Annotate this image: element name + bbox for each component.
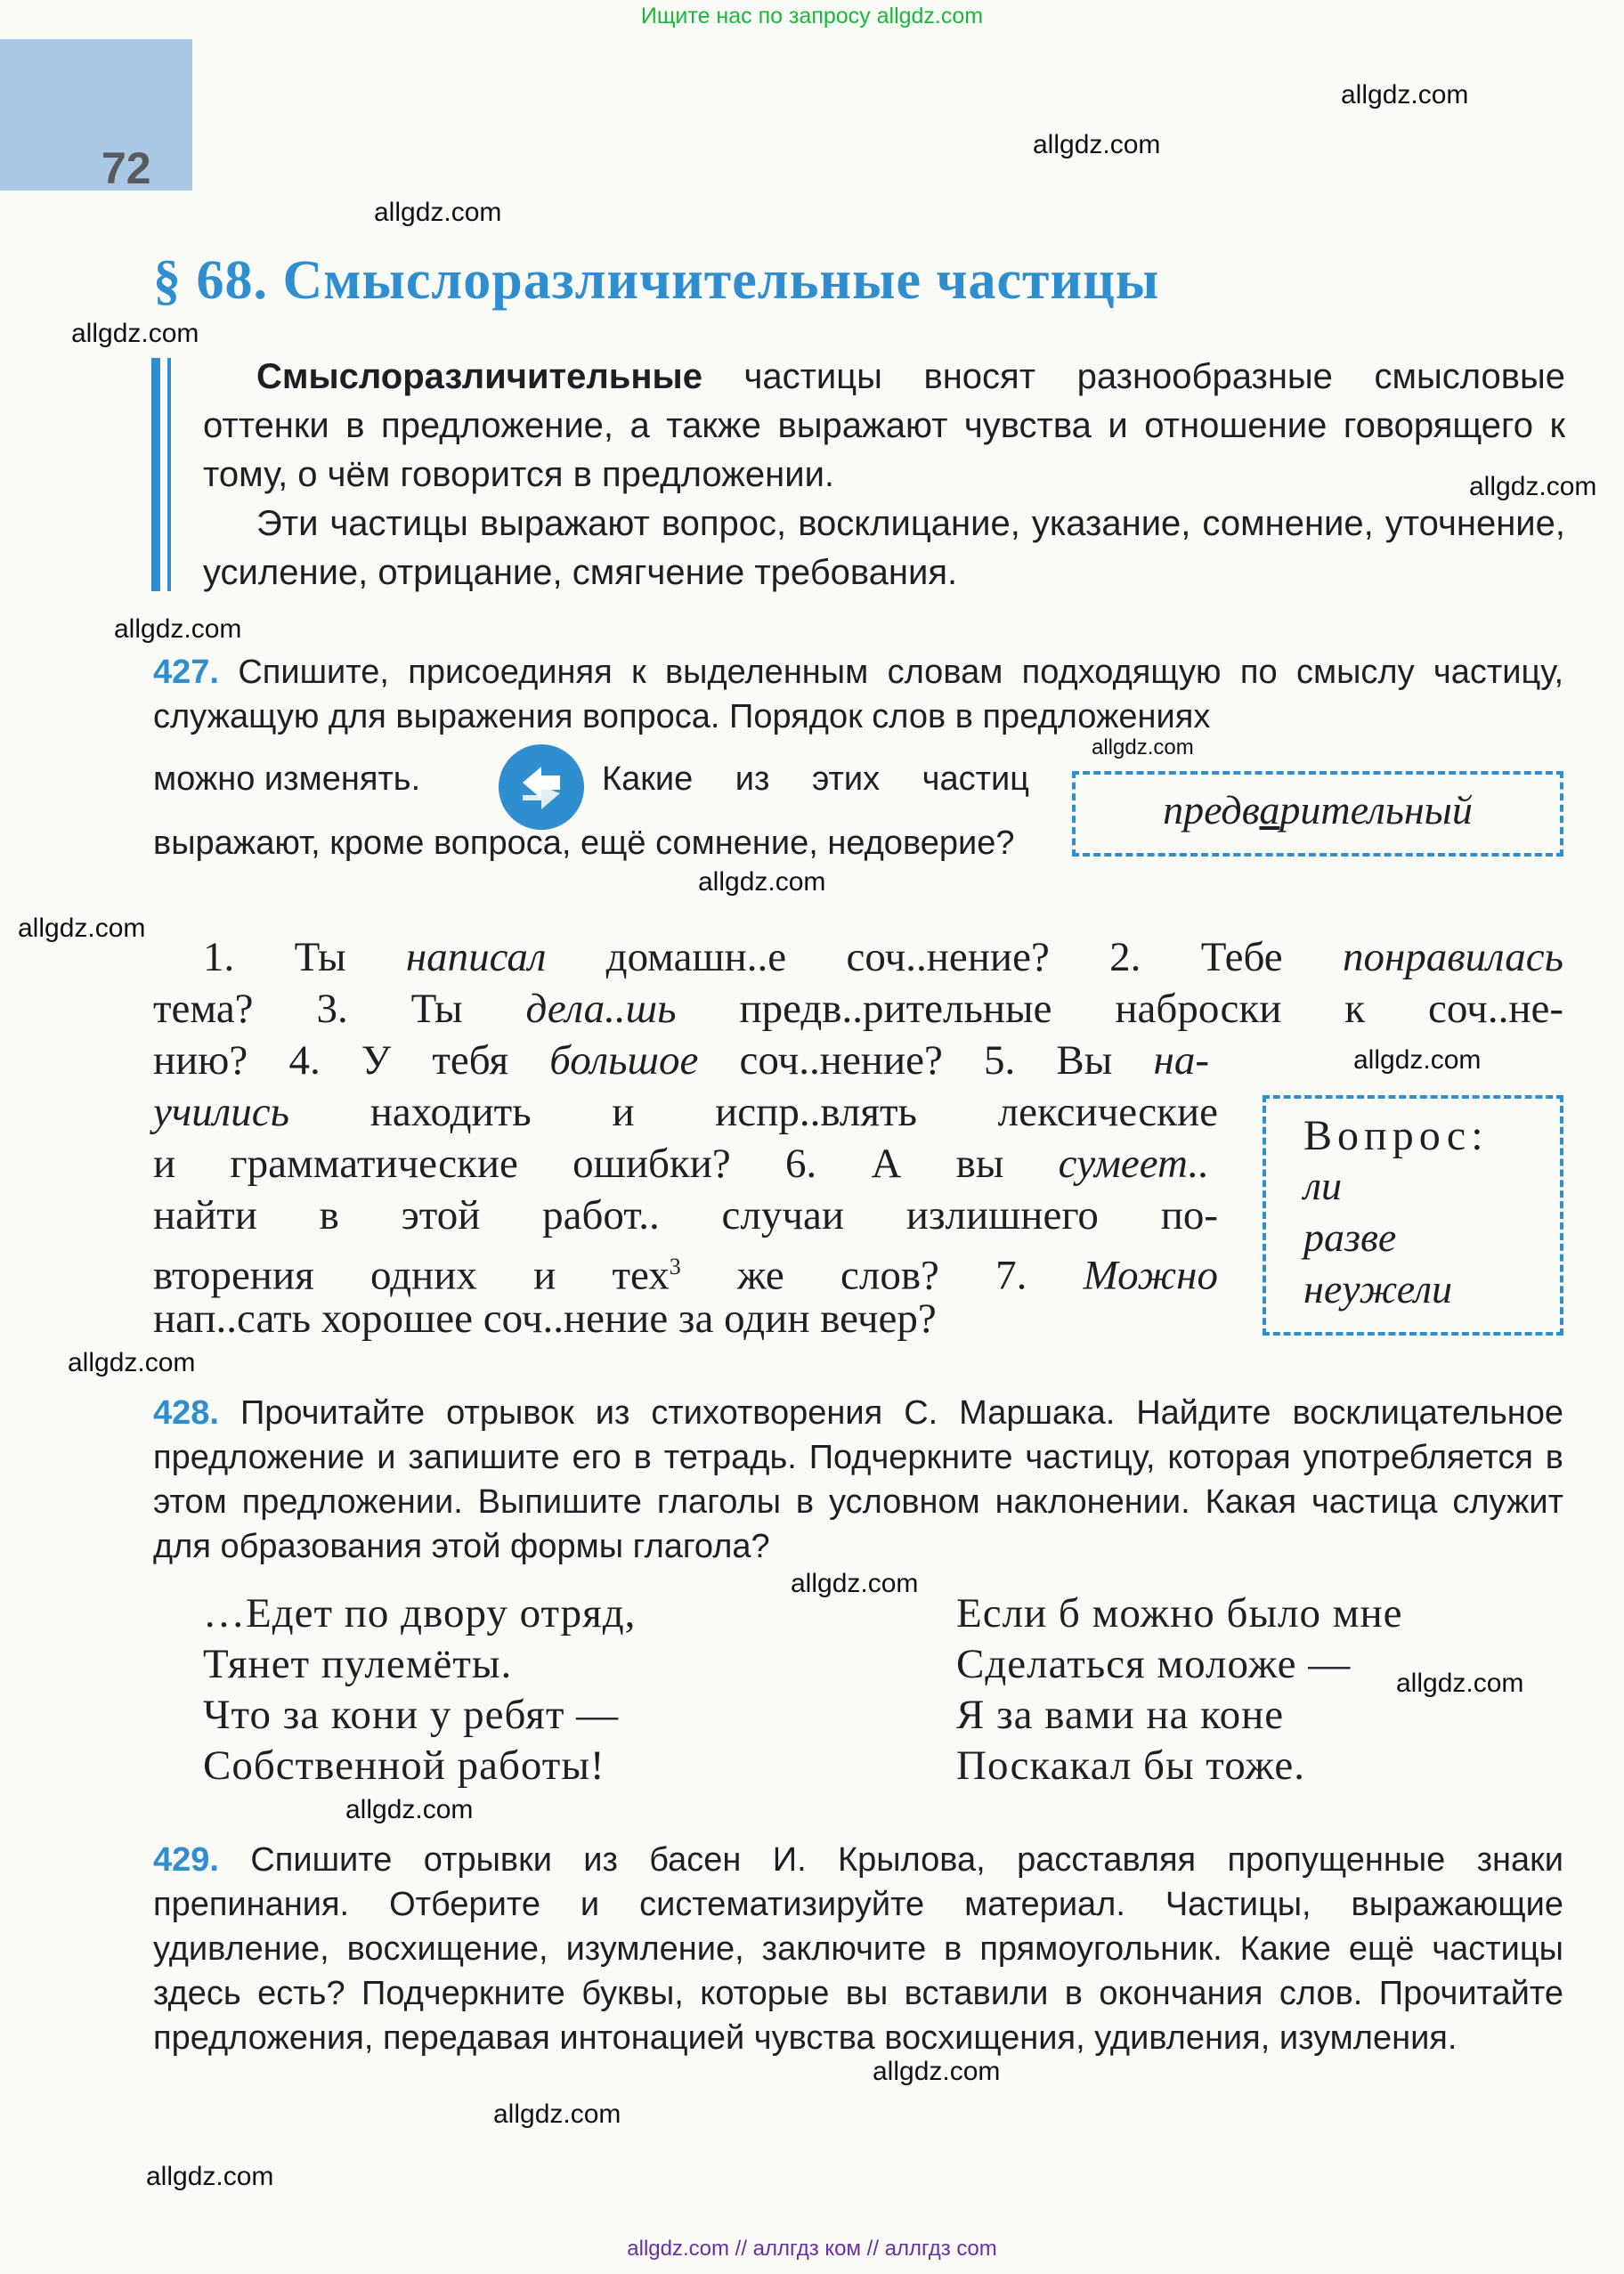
watermark: allgdz.com bbox=[114, 614, 242, 644]
poem-line: Я за вами на коне bbox=[956, 1692, 1285, 1738]
watermark: allgdz.com bbox=[68, 1348, 196, 1377]
exercise-427-sentence-line: нап..сать хорошее соч..нение за один вечер? bbox=[153, 1295, 937, 1342]
exchange-icon bbox=[499, 744, 584, 830]
page-corner-tab bbox=[0, 39, 192, 191]
particle-li: ли bbox=[1303, 1163, 1343, 1208]
rule-paragraph-2 bbox=[203, 499, 1565, 597]
top-banner[interactable]: Ищите нас по запросу allgdz.com bbox=[640, 4, 984, 28]
exercise-427-line2a: можно изменять. bbox=[153, 760, 421, 798]
exercise-428-instructions bbox=[153, 1391, 1563, 1569]
exercise-427-instructions bbox=[153, 650, 1563, 739]
watermark: allgdz.com bbox=[345, 1795, 474, 1824]
exercise-429-instructions bbox=[153, 1838, 1563, 2060]
poem-line: Собственной работы! bbox=[203, 1742, 605, 1789]
exercise-427-sentence-line: нию? 4. У тебя большое соч..нение? 5. Вы на- bbox=[153, 1037, 1209, 1084]
rule-text: частицы вносят разнообразные смысловые оттенки в предложение, а также выражают чувства и отношение говорящего к тому, о чём говорится в предложении. bbox=[203, 357, 1565, 494]
watermark: allgdz.com bbox=[1341, 80, 1469, 110]
particle-neuzheli: неужели bbox=[1303, 1266, 1453, 1312]
watermark: allgdz.com bbox=[71, 319, 199, 348]
poem-line: …Едет по двору отряд, bbox=[203, 1590, 637, 1636]
rule-paragraph-1 bbox=[203, 353, 1565, 499]
poem-line: Сделаться моложе — bbox=[956, 1641, 1352, 1687]
poem-left-stanza bbox=[203, 1588, 636, 1791]
watermark: allgdz.com bbox=[1033, 130, 1161, 159]
watermark: allgdz.com bbox=[374, 198, 502, 227]
page-number: 72 bbox=[102, 143, 151, 193]
exercise-number: 429. bbox=[153, 1841, 219, 1879]
question-box-title: Вопрос: bbox=[1303, 1112, 1489, 1159]
section-title: § 68. Смыслоразличительные частицы bbox=[153, 250, 1160, 311]
exercise-number: 428. bbox=[153, 1394, 219, 1432]
watermark: allgdz.com bbox=[791, 1569, 919, 1598]
poem-right-stanza bbox=[956, 1588, 1403, 1791]
watermark: allgdz.com bbox=[1396, 1669, 1524, 1698]
exercise-427-sentence-line: тема? 3. Ты дела..шь предв..рительные наброски к соч..не- bbox=[153, 986, 1563, 1032]
exercise-427-line3: выражают, кроме вопроса, ещё сомнение, недоверие? bbox=[153, 824, 1015, 862]
watermark: allgdz.com bbox=[493, 2099, 621, 2129]
watermark: allgdz.com bbox=[1469, 472, 1597, 501]
exercise-number: 427. bbox=[153, 654, 219, 691]
poem-line: Поскакал бы тоже. bbox=[956, 1742, 1306, 1789]
poem-line: Что за кони у ребят — bbox=[203, 1692, 620, 1738]
rule-bar-thin bbox=[167, 358, 171, 591]
watermark: allgdz.com bbox=[1353, 1045, 1482, 1075]
rule-bar bbox=[151, 358, 160, 591]
watermark: allgdz.com bbox=[873, 2057, 1001, 2086]
particle-razve: разве bbox=[1303, 1214, 1397, 1260]
watermark: allgdz.com bbox=[1092, 735, 1194, 759]
rule-text-2: Эти частицы выражают вопрос, восклицание, указание, сомнение, уточнение, усиление, отрицание, смягчение требования. bbox=[203, 504, 1565, 592]
exercise-427-sentence-line: 1. Ты написал домашн..е соч..нение? 2. Тебе понравилась bbox=[203, 934, 1564, 980]
exercise-text: Спишите, присоединяя к выделенным словам подходящую по смыслу частицу, служащую для выражения вопроса. Порядок слов в предложениях bbox=[153, 654, 1564, 735]
question-particles-box bbox=[1263, 1095, 1563, 1336]
exercise-427-line2b: Какие из этих частиц bbox=[602, 760, 1029, 798]
exercise-427-sentence-line: вторения одних и тех$^3$ же слов? 7. Можно bbox=[153, 1252, 1218, 1299]
poem-line: Если б можно было мне bbox=[956, 1590, 1403, 1636]
exercise-text: Спишите отрывки из басен И. Крылова, расставляя пропущенные знаки препинания. Отберите и систематизируйте материал. Частицы, выражающие удивление, восхищение, изумление, заключите в прямоугольник. Какие ещё частицы здесь есть? Подчеркните буквы, которые вы вставили в окончания слов. Прочитайте предложения, передавая интонацией чувства восхищения, удивления, изумления. bbox=[153, 1841, 1563, 2057]
exercise-427-sentence-line: найти в этой работ.. случаи излишнего по- bbox=[153, 1192, 1218, 1239]
watermark: allgdz.com bbox=[18, 914, 146, 943]
bottom-banner[interactable]: allgdz.com // аллгдз ком // аллгдз com bbox=[627, 2237, 997, 2261]
exercise-427-sentence-line: и грамматические ошибки? 6. А вы сумеет.. bbox=[153, 1141, 1209, 1187]
dictionary-word: предварительный bbox=[1163, 787, 1473, 832]
watermark: allgdz.com bbox=[146, 2162, 274, 2191]
watermark: allgdz.com bbox=[698, 867, 826, 897]
exercise-text: Прочитайте отрывок из стихотворения С. Маршака. Найдите восклицательное предложение и запишите его в тетрадь. Подчеркните частицу, которая употребляется в этом предложении. Выпишите глаголы в условном наклонении. Какая частица служит для образования этой формы глагола? bbox=[153, 1394, 1563, 1565]
exchange-icon-glyph bbox=[510, 756, 572, 818]
bold-term: Смыслоразличительные bbox=[256, 357, 702, 396]
poem-line: Тянет пулемёты. bbox=[203, 1641, 513, 1687]
exercise-427-sentence-line: учились находить и испр..влять лексические bbox=[153, 1089, 1218, 1135]
dictionary-word-box bbox=[1072, 771, 1563, 857]
